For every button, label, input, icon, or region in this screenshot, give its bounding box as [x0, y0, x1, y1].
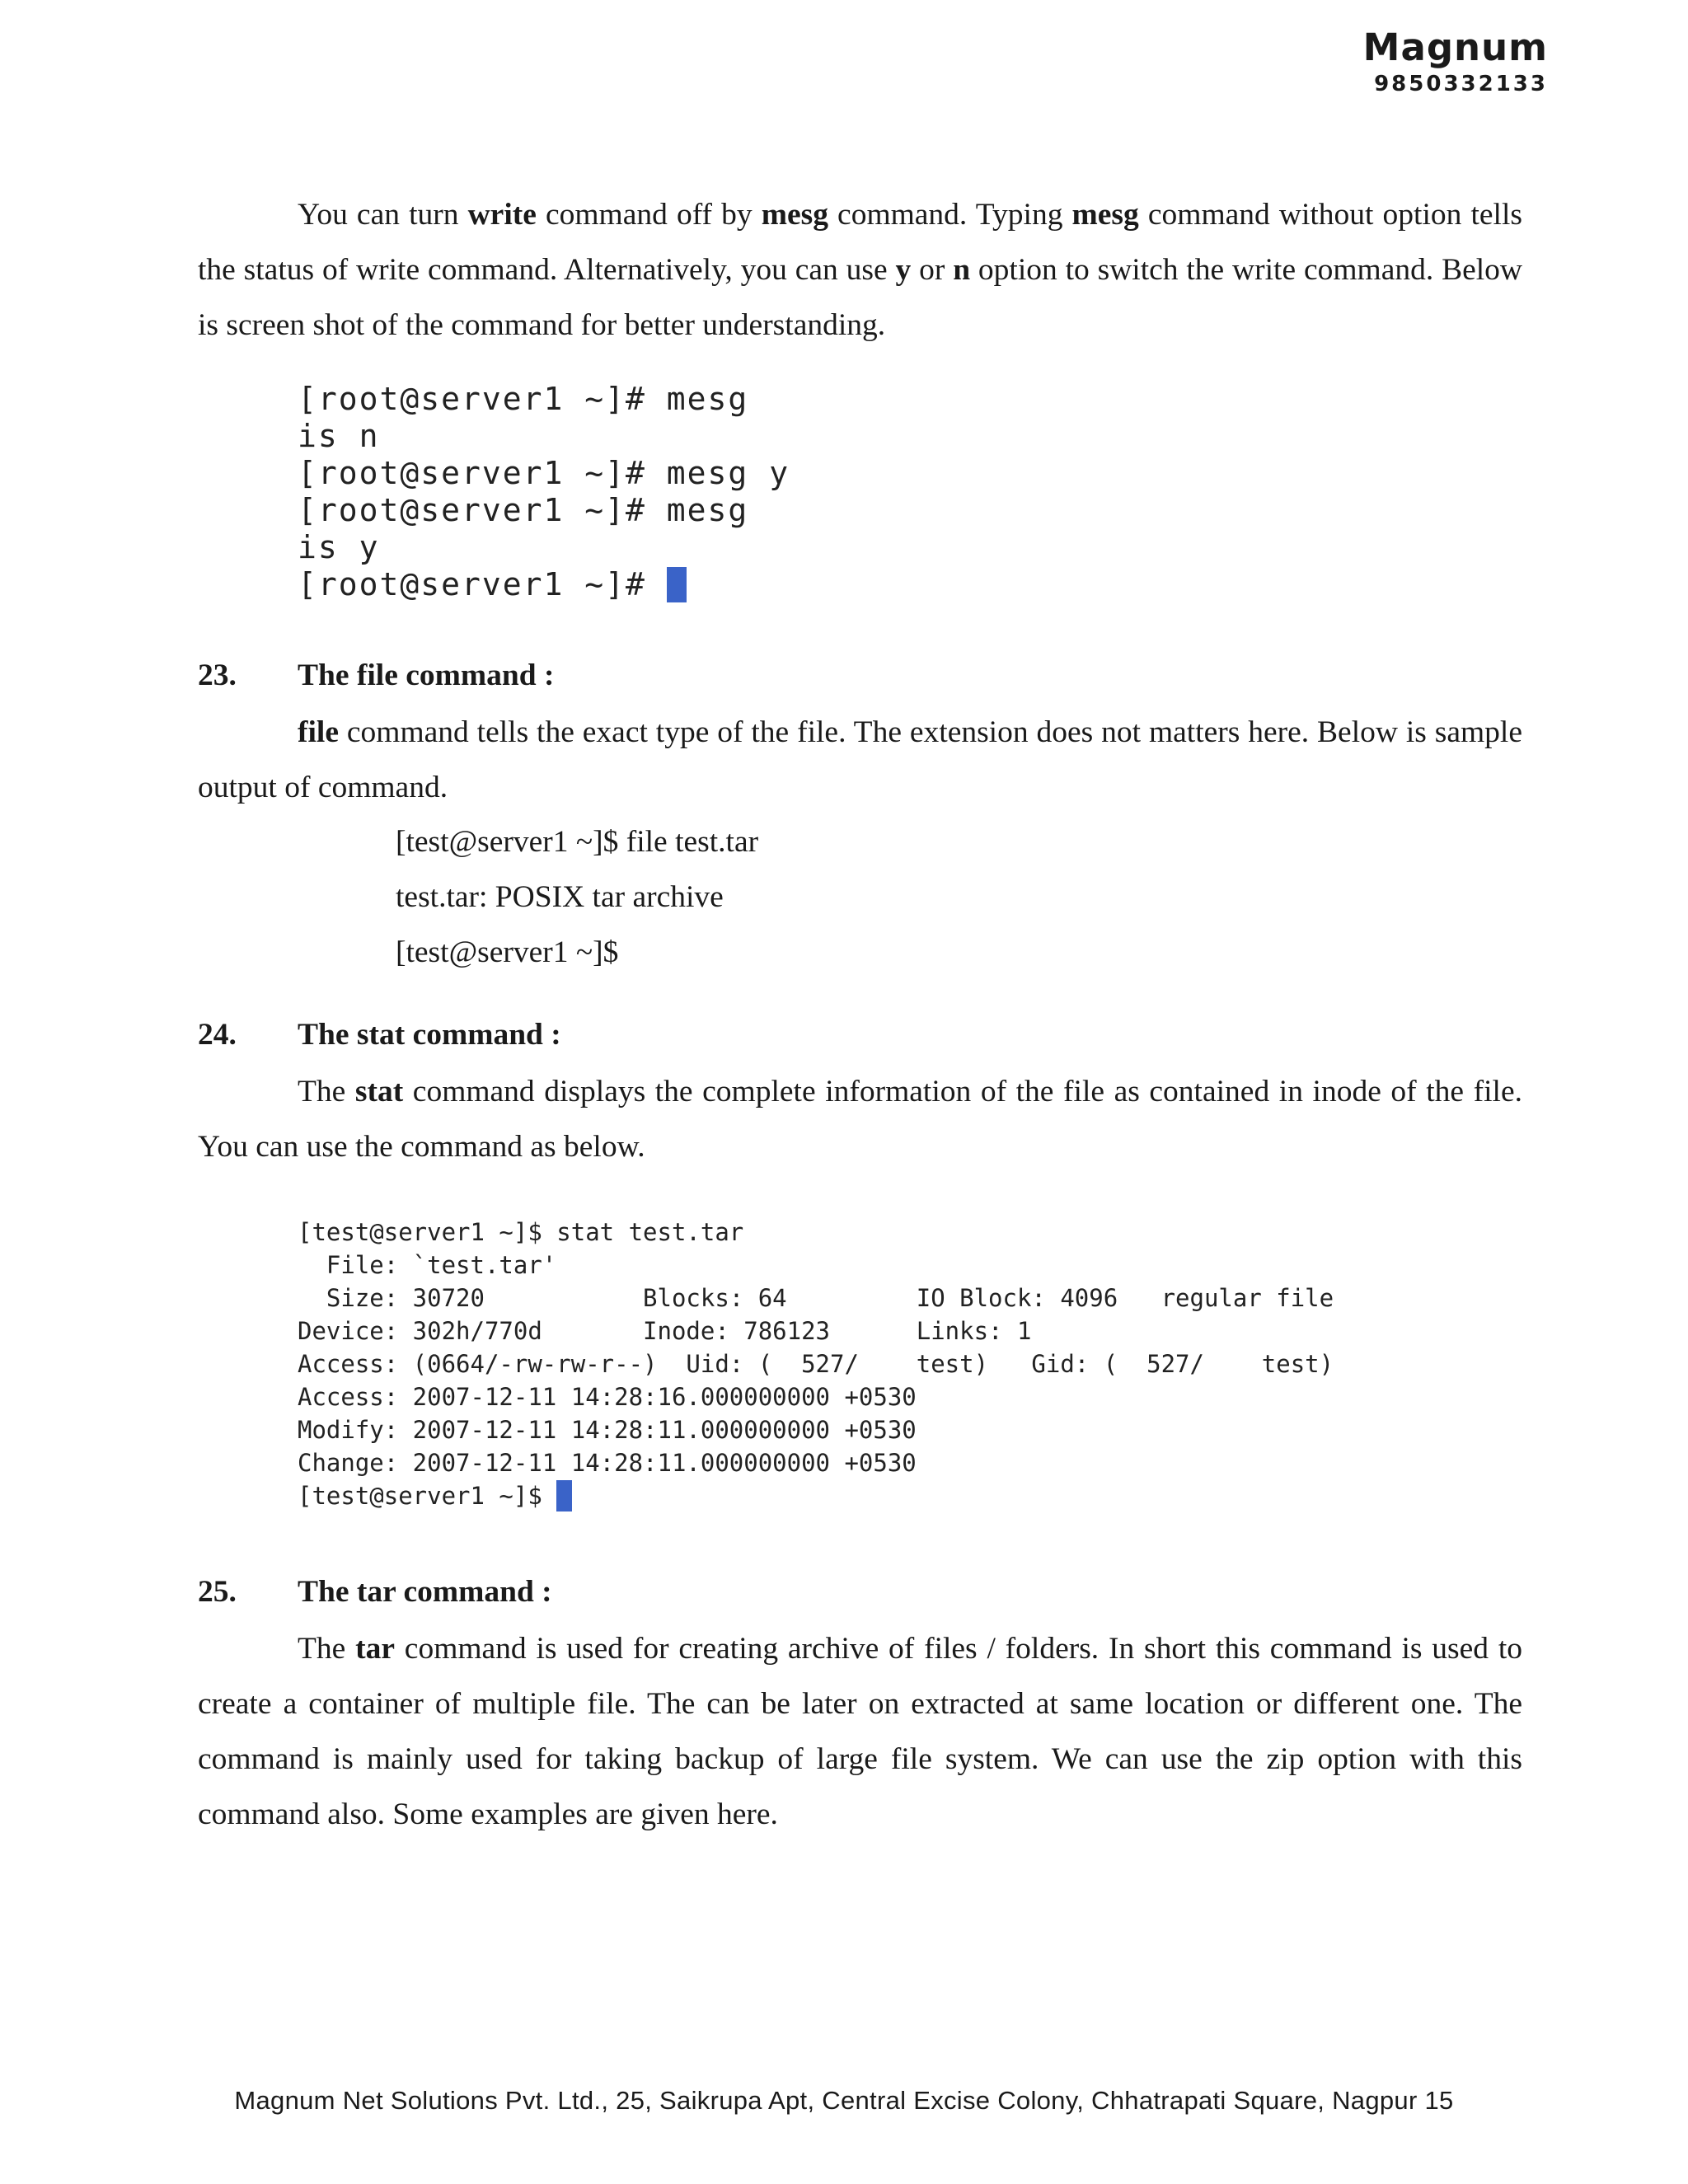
bold-term: tar [355, 1632, 395, 1666]
section-title: The file command : [298, 658, 555, 692]
terminal-line: [test@server1 ~]$ stat test.tar [298, 1218, 744, 1246]
text-run: or [911, 253, 954, 287]
terminal-line: is y [298, 529, 380, 565]
terminal-line: Size: 30720 Blocks: 64 IO Block: 4096 regular file [298, 1284, 1334, 1312]
terminal-cursor-icon [667, 567, 687, 602]
terminal-line: Device: 302h/770d Inode: 786123 Links: 1 [298, 1317, 1032, 1345]
brand-name: Magnum [1362, 26, 1548, 69]
section25-paragraph [198, 1621, 1522, 1842]
page-footer: Magnum Net Solutions Pvt. Ltd., 25, Saikrupa Apt, Central Excise Colony, Chhatrapati Square, Nagpur 15 [234, 2086, 1454, 2115]
text-run: command displays the complete information of the file as contained in inode of the file. You can use the command as below. [198, 1075, 1522, 1164]
text-run: command. Typing [828, 198, 1072, 232]
bold-term: file [298, 715, 339, 749]
terminal-line: File: `test.tar' [298, 1251, 557, 1279]
terminal-prompt-line [298, 1479, 1334, 1512]
section-number: 24. [198, 1018, 237, 1052]
intro-paragraph [198, 187, 1522, 353]
section-number: 25. [198, 1575, 237, 1609]
terminal-line: Access: (0664/-rw-rw-r--) Uid: ( 527/ test) Gid: ( 527/ test) [298, 1350, 1334, 1378]
terminal-line: [root@server1 ~]# mesg y [298, 455, 790, 491]
mesg-terminal-screenshot [298, 381, 790, 603]
file-command-sample-output [396, 814, 758, 980]
terminal-line: [root@server1 ~]# mesg [298, 492, 749, 528]
section-heading-24 [198, 1015, 561, 1055]
text-run: command tells the exact type of the file. The extension does not matters here. Below is sample output of command. [198, 715, 1522, 804]
sample-line: [test@server1 ~]$ [396, 935, 619, 969]
text-run: command without option tells the status of write command. Alternatively, you can use [198, 198, 1522, 287]
section-heading-25 [198, 1572, 552, 1612]
brand-header [1363, 25, 1548, 97]
bold-term: stat [354, 1075, 404, 1108]
text-run: You can turn [298, 198, 468, 232]
terminal-line: is n [298, 418, 380, 454]
text-run: command is used for creating archive of files / folders. In short this command is used to create a container of multiple file. The can be later on extracted at same location or different one. The command is mainly used for taking backup of large file system. We can use the zip option with this command also. Some examples are given here. [198, 1632, 1522, 1831]
brand-phone: 9850332133 [1374, 72, 1548, 96]
text-run: The [298, 1632, 356, 1666]
text-run: The [298, 1075, 355, 1108]
terminal-line: [test@server1 ~]$ [298, 1482, 557, 1510]
bold-term: write [467, 198, 537, 232]
terminal-cursor-icon [556, 1480, 572, 1511]
terminal-line: Access: 2007-12-11 14:28:16.000000000 +0530 [298, 1383, 917, 1411]
terminal-line: [root@server1 ~]# mesg [298, 381, 749, 417]
section24-paragraph [198, 1064, 1522, 1174]
sample-line: [test@server1 ~]$ file test.tar [396, 825, 759, 859]
section-title: The stat command : [298, 1018, 561, 1052]
terminal-line: Change: 2007-12-11 14:28:11.000000000 +0530 [298, 1449, 917, 1477]
terminal-line: Modify: 2007-12-11 14:28:11.000000000 +0530 [298, 1416, 917, 1444]
section-title: The tar command : [298, 1575, 552, 1609]
bold-term: y [895, 253, 912, 287]
section-number: 23. [198, 658, 237, 692]
section23-paragraph [198, 705, 1522, 815]
stat-terminal-screenshot [298, 1216, 1334, 1512]
terminal-line: [root@server1 ~]# [298, 566, 667, 602]
sample-line: test.tar: POSIX tar archive [396, 880, 724, 914]
text-run: option to switch the write command. Below is screen shot of the command for better understanding. [198, 253, 1522, 342]
section-heading-23 [198, 656, 554, 696]
text-run: command off by [536, 198, 762, 232]
bold-term: mesg [761, 198, 828, 232]
bold-term: mesg [1071, 198, 1139, 232]
terminal-prompt-line [298, 566, 790, 603]
bold-term: n [953, 253, 971, 287]
